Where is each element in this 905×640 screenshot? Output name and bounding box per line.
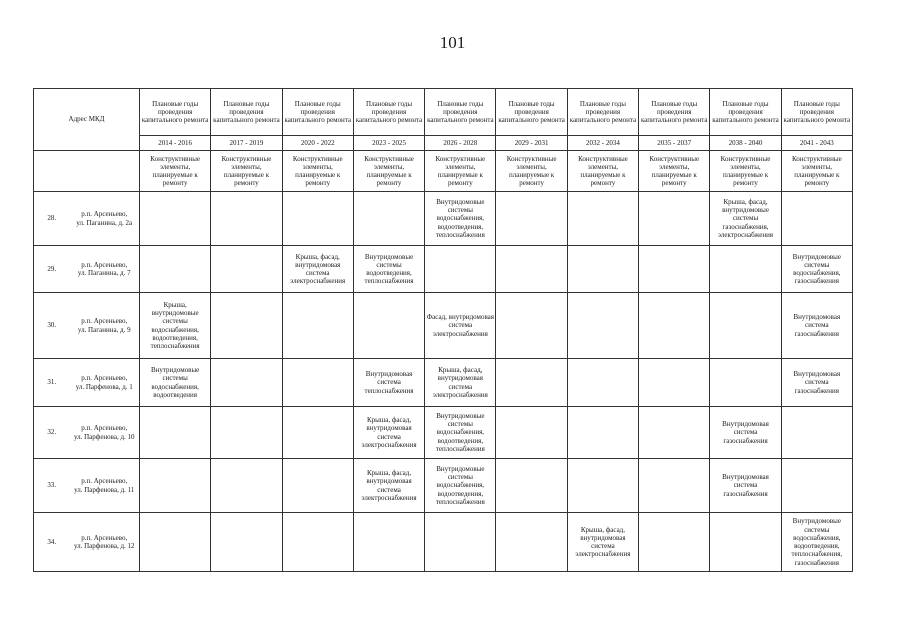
repair-cell [639,513,710,572]
page-number: 101 [439,33,466,52]
repair-cell [781,459,852,513]
repair-cell: Крыша, фасад, внутридомовые системы газоснабжения, электроснабжения [710,192,781,246]
repair-cell [496,407,567,459]
repair-cell [710,246,781,293]
period-header: 2035 - 2037 [639,136,710,151]
address-cell [70,192,140,246]
repair-cell: Фасад, внутридомовая система электроснабжения [425,293,496,359]
header-row-plan [34,89,853,136]
period-header: 2029 - 2031 [496,136,567,151]
elements-header: Конструктивные элементы, планируемые к ремонту [567,151,638,192]
address-cell [70,246,140,293]
row-number: 34. [34,513,70,572]
address-street: ул. Парфенова, д. 1 [75,382,133,391]
table-body [34,89,853,572]
address-street: ул. Парфенова, д. 10 [73,432,135,441]
elements-header: Конструктивные элементы, планируемые к ремонту [496,151,567,192]
repair-cell: Крыша, фасад, внутридомовая система электроснабжения [282,246,353,293]
repair-cell [781,407,852,459]
repair-cell [282,407,353,459]
repair-cell: Внутридомовая система газоснабжения [710,459,781,513]
table-row [34,359,853,407]
elements-header: Конструктивные элементы, планируемые к ремонту [781,151,852,192]
repair-cell: Внутридомовые системы водоотведения, теплоснабжения [353,246,424,293]
repair-cell [140,192,211,246]
period-header: 2017 - 2019 [211,136,282,151]
plan-years-header: Плановые годы проведения капитального ремонта [496,89,567,136]
repair-cell: Внутридомовые системы водоснабжения, газоснабжения [781,246,852,293]
repair-cell [211,359,282,407]
repair-cell [496,513,567,572]
repair-cell [425,246,496,293]
address-locality: р.п. Арсеньево, [81,477,128,486]
elements-header: Конструктивные элементы, планируемые к ремонту [710,151,781,192]
address-cell [70,359,140,407]
elements-header: Конструктивные элементы, планируемые к ремонту [140,151,211,192]
plan-years-header: Плановые годы проведения капитального ремонта [425,89,496,136]
header-row-periods [34,136,853,151]
table-row [34,407,853,459]
table-row [34,192,853,246]
row-number: 32. [34,407,70,459]
repair-cell [140,407,211,459]
repair-cell [639,459,710,513]
elements-header: Конструктивные элементы, планируемые к ремонту [353,151,424,192]
repair-cell: Внутридомовые системы водоснабжения, водоотведения, теплоснабжения [425,459,496,513]
repair-cell [211,293,282,359]
repair-cell [496,192,567,246]
repair-cell [567,246,638,293]
elements-header: Конструктивные элементы, планируемые к ремонту [282,151,353,192]
elements-header: Конструктивные элементы, планируемые к ремонту [639,151,710,192]
repair-cell: Крыша, фасад, внутридомовая система электроснабжения [353,459,424,513]
address-locality: р.п. Арсеньево, [81,260,128,269]
repair-cell [639,192,710,246]
repair-cell [282,359,353,407]
repair-cell: Внутридомовые системы водоснабжения, водоотведения, теплоснабжения, газоснабжения [781,513,852,572]
repair-cell [353,192,424,246]
period-header: 2038 - 2040 [710,136,781,151]
repair-cell [639,359,710,407]
address-locality: р.п. Арсеньево, [81,210,128,219]
repair-cell: Внутридомовые системы водоснабжения, водоотведения [140,359,211,407]
repair-cell: Внутридомовые системы водоснабжения, водоотведения, теплоснабжения [425,192,496,246]
repair-cell [567,293,638,359]
period-header: 2014 - 2016 [140,136,211,151]
repair-cell [211,246,282,293]
address-street: ул. Парфенова, д. 11 [74,485,135,494]
repair-cell [211,192,282,246]
repair-cell [282,192,353,246]
address-locality: р.п. Арсеньево, [81,424,128,433]
repair-cell [211,407,282,459]
repair-cell [282,293,353,359]
repair-cell [496,293,567,359]
plan-years-header: Плановые годы проведения капитального ремонта [140,89,211,136]
address-locality: р.п. Арсеньево, [81,533,128,542]
address-header: Адрес МКД [34,89,140,151]
table-row [34,293,853,359]
plan-years-header: Плановые годы проведения капитального ремонта [781,89,852,136]
header-row-elements [34,151,853,192]
repair-cell [140,459,211,513]
address-cell [70,513,140,572]
address-street: ул. Паганина, д. 9 [77,325,131,334]
period-header: 2026 - 2028 [425,136,496,151]
plan-years-header: Плановые годы проведения капитального ремонта [282,89,353,136]
plan-years-header: Плановые годы проведения капитального ремонта [710,89,781,136]
row-number: 28. [34,192,70,246]
row-number: 30. [34,293,70,359]
repair-cell: Крыша, фасад, внутридомовая система электроснабжения [425,359,496,407]
repair-cell [211,513,282,572]
repair-cell [639,293,710,359]
repair-cell [639,407,710,459]
row-number: 29. [34,246,70,293]
repair-cell [282,513,353,572]
repair-cell: Крыша, внутридомовые системы водоснабжения, водоотведения, теплоснабжения [140,293,211,359]
repair-cell [353,293,424,359]
repair-cell [496,246,567,293]
repair-cell: Крыша, фасад, внутридомовая система электроснабжения [353,407,424,459]
repair-cell [425,513,496,572]
address-cell [70,459,140,513]
repair-cell: Внутридомовая система теплоснабжения [353,359,424,407]
repair-cell [781,192,852,246]
plan-years-header: Плановые годы проведения капитального ремонта [353,89,424,136]
repair-cell: Внутридомовые системы водоснабжения, водоотведения, теплоснабжения [425,407,496,459]
elements-header: Конструктивные элементы, планируемые к ремонту [425,151,496,192]
repair-cell [496,359,567,407]
repair-cell [710,513,781,572]
address-street: ул. Паганина, д. 7 [77,269,131,277]
repair-cell [140,513,211,572]
address-cell [70,407,140,459]
repair-cell [567,459,638,513]
repair-cell: Внутридомовая система газоснабжения [710,407,781,459]
repair-cell: Внутридомовая система газоснабжения [781,293,852,359]
address-locality: р.п. Арсеньево, [81,317,128,326]
repair-plan-table [33,88,853,572]
period-header: 2041 - 2043 [781,136,852,151]
repair-cell [140,246,211,293]
repair-cell [710,293,781,359]
table-row [34,513,853,572]
repair-cell [353,513,424,572]
period-header: 2032 - 2034 [567,136,638,151]
table-row [34,459,853,513]
repair-cell [211,459,282,513]
period-header: 2023 - 2025 [353,136,424,151]
address-street: ул. Паганина, д. 2а [76,218,133,227]
repair-cell [639,246,710,293]
repair-cell [567,359,638,407]
repair-cell [567,407,638,459]
row-number: 31. [34,359,70,407]
repair-cell: Крыша, фасад, внутридомовая система электроснабжения [567,513,638,572]
repair-cell: Внутридомовая система газоснабжения [781,359,852,407]
address-street: ул. Парфенова, д. 12 [73,542,135,550]
table-row [34,246,853,293]
plan-years-header: Плановые годы проведения капитального ремонта [567,89,638,136]
period-header: 2020 - 2022 [282,136,353,151]
repair-cell [567,192,638,246]
address-cell [70,293,140,359]
repair-cell [710,359,781,407]
plan-years-header: Плановые годы проведения капитального ремонта [639,89,710,136]
address-header-blank [34,151,140,192]
repair-cell [282,459,353,513]
repair-cell [496,459,567,513]
address-locality: р.п. Арсеньево, [81,374,128,383]
elements-header: Конструктивные элементы, планируемые к ремонту [211,151,282,192]
row-number: 33. [34,459,70,513]
plan-years-header: Плановые годы проведения капитального ремонта [211,89,282,136]
